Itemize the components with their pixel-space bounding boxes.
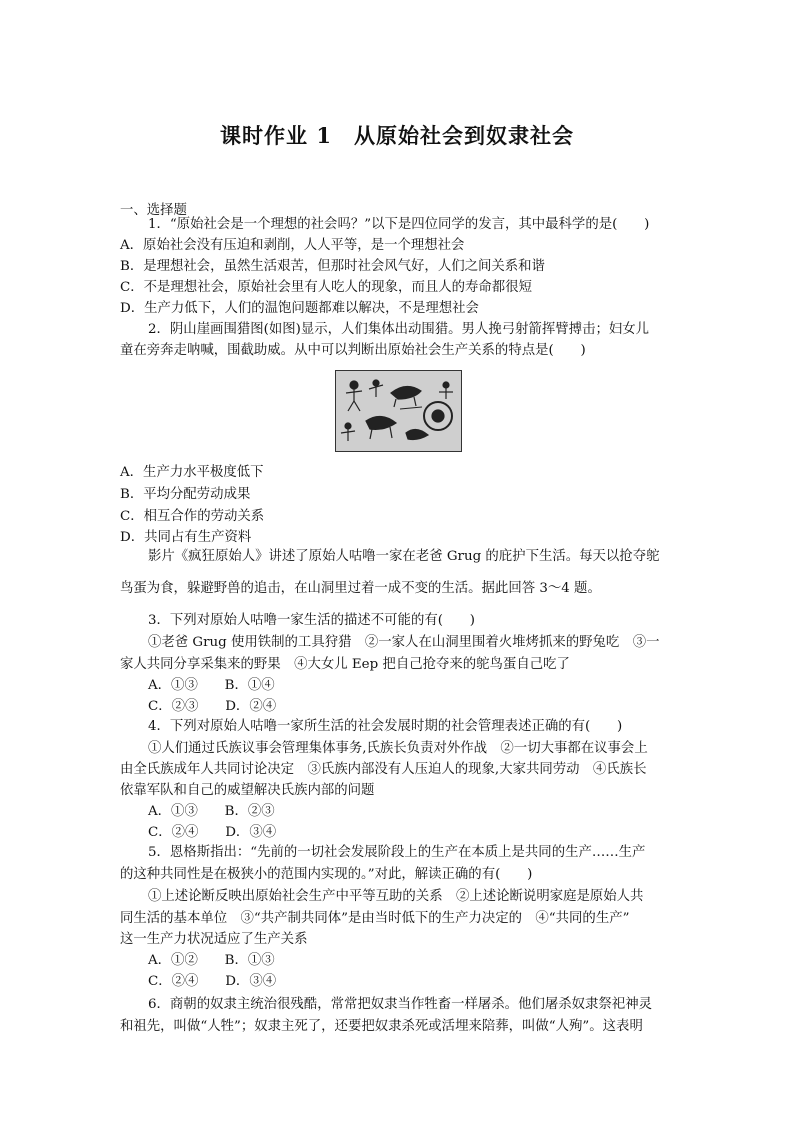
q5-body-line2: 同生活的基本单位 ③“共产制共同体”是由当时低下的生产力决定的 ④“共同的生产”: [120, 911, 630, 926]
rock-painting-illustration: [336, 371, 461, 451]
q3-options-row1: A．①③ B．①④: [148, 678, 275, 693]
q6-stem-line1: 6．商朝的奴隶主统治很残酷，常常把奴隶当作牲畜一样屠杀。他们屠杀奴隶祭祀神灵: [148, 997, 652, 1012]
q2-stem-line2: 童在旁奔走呐喊，围截助威。从中可以判断出原始社会生产关系的特点是( ): [120, 343, 586, 358]
q2-stem-line1: 2．阴山崖画围猎图(如图)显示，人们集体出动围猎。男人挽弓射箭挥臂搏击；妇女儿: [148, 322, 650, 337]
q2-option-c: C．相互合作的劳动关系: [120, 509, 265, 524]
q3-options-row2: C．②③ D．②④: [148, 699, 277, 714]
q4-body-line1: ①人们通过氏族议事会管理集体事务,氏族长负责对外作战 ②一切大事都在议事会上: [148, 741, 648, 756]
q5-body-line1: ①上述论断反映出原始社会生产中平等互助的关系 ②上述论断说明家庭是原始人共: [148, 889, 644, 904]
section-heading: 一、选择题: [120, 203, 187, 218]
q4-options-row2: C．②④ D．③④: [148, 825, 277, 840]
q2-option-b: B．平均分配劳动成果: [120, 487, 251, 502]
q1-option-a: A．原始社会没有压迫和剥削，人人平等，是一个理想社会: [120, 238, 465, 253]
q5-options-row1: A．①② B．①③: [148, 953, 275, 968]
q2-option-d: D．共同占有生产资料: [120, 530, 252, 545]
intro-line1: 影片《疯狂原始人》讲述了原始人咕噜一家在老爸 Grug 的庇护下生活。每天以抢夺鸵: [148, 549, 660, 564]
q6-stem-line2: 和祖先，叫做“人牲”；奴隶主死了，还要把奴隶杀死或活埋来陪葬，叫做“人殉”。这表明: [120, 1019, 643, 1034]
q2-option-a: A．生产力水平极度低下: [120, 465, 264, 480]
q3-body-line2: 家人共同分享采集来的野果 ④大女儿 Eep 把自己抢夺来的鸵鸟蛋自己吃了: [120, 657, 570, 672]
q4-body-line2: 由全氏族成年人共同讨论决定 ③氏族内部没有人压迫人的现象,大家共同劳动 ④氏族长: [120, 762, 647, 777]
intro-line2: 鸟蛋为食，躲避野兽的追击，在山洞里过着一成不变的生活。据此回答 3～4 题。: [120, 581, 601, 596]
q5-stem-line1: 5．恩格斯指出：“先前的一切社会发展阶段上的生产在本质上是共同的生产……生产: [148, 845, 646, 860]
q4-options-row1: A．①③ B．②③: [148, 804, 275, 819]
q1-stem: 1．“原始社会是一个理想的社会吗？”以下是四位同学的发言，其中最科学的是( ): [148, 217, 650, 232]
q1-option-d: D．生产力低下，人们的温饱问题都难以解决，不是理想社会: [120, 301, 479, 316]
q4-stem: 4．下列对原始人咕噜一家所生活的社会发展时期的社会管理表述正确的有( ): [148, 719, 623, 734]
q5-body-line3: 这一生产力状况适应了生产关系: [120, 932, 308, 947]
q1-option-c: C．不是理想社会，原始社会里有人吃人的现象，而且人的寿命都很短: [120, 280, 532, 295]
q4-body-line3: 依靠军队和自己的威望解决氏族内部的问题: [120, 783, 375, 798]
q5-options-row2: C．②④ D．③④: [148, 974, 277, 989]
q3-body-line1: ①老爸 Grug 使用铁制的工具狩猎 ②一家人在山洞里围着火堆烤抓来的野兔吃 ③一: [148, 635, 660, 650]
q5-stem-line2: 的这种共同性是在极狭小的范围内实现的。”对此，解读正确的有( ): [120, 867, 533, 882]
rock-painting-hunting-figure: [335, 370, 462, 452]
q3-stem: 3．下列对原始人咕噜一家生活的描述不可能的有( ): [148, 613, 475, 628]
page-title: 课时作业 1 从原始社会到奴隶社会: [220, 123, 574, 148]
q1-option-b: B．是理想社会，虽然生活艰苦，但那时社会风气好，人们之间关系和谐: [120, 259, 545, 274]
